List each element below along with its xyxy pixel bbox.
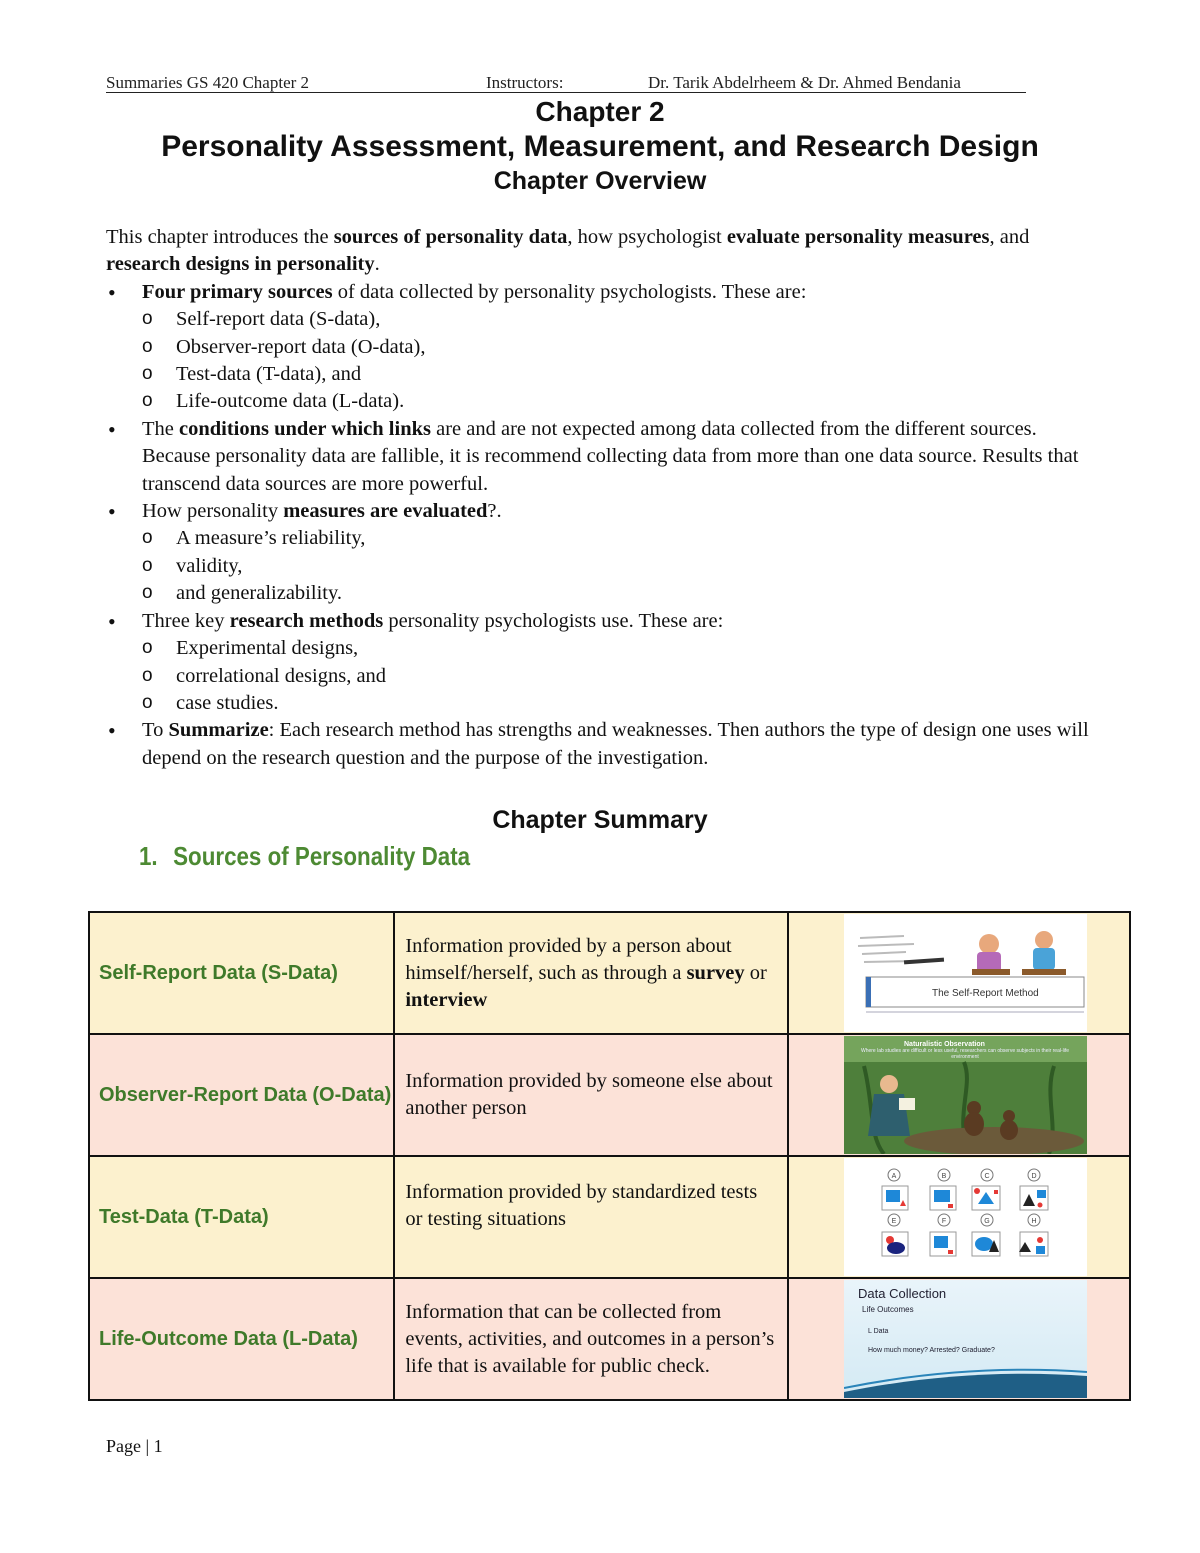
option-label: D: [1031, 1173, 1037, 1180]
bullet-bold: Four primary sources: [142, 280, 333, 303]
sub-item: o Experimental designs,: [106, 635, 1106, 662]
chapter-title: Personality Assessment, Measurement, and Research Design: [161, 130, 1039, 163]
intro-text: , how psychologist: [567, 226, 727, 248]
sub-item: o Life-outcome data (L-data).: [106, 388, 1106, 415]
table-row: [89, 1034, 1130, 1156]
option-label: H: [1031, 1218, 1037, 1225]
header-instructors-names: Dr. Tarik Abdelrheem & Dr. Ahmed Bendania: [648, 73, 961, 92]
bullet-item: [106, 717, 1106, 772]
chapter-number: Chapter 2: [535, 96, 665, 127]
image-l-data: L Data: [867, 1328, 889, 1335]
test-items-image: [844, 1158, 1087, 1276]
source-name: Observer-Report Data (O-Data): [89, 1034, 394, 1156]
intro-bold: research designs in personality: [106, 253, 375, 276]
option-label: F: [941, 1218, 946, 1225]
chapter-overview: [106, 224, 1106, 772]
bullet-text: personality psychologists use. These are:: [383, 609, 724, 632]
life-outcome-image: [844, 1280, 1087, 1398]
source-name: Life-Outcome Data (L-Data): [89, 1278, 394, 1400]
image-subtitle: Life Outcomes: [861, 1305, 914, 1314]
source-description: [394, 912, 787, 1034]
sub-item: o Observer-report data (O-data),: [106, 334, 1106, 361]
bullet-text: Three key: [142, 609, 230, 632]
option-label: G: [983, 1218, 990, 1225]
desc-bold: survey: [686, 961, 745, 984]
source-image-cell: [788, 1278, 1130, 1400]
option-label: B: [941, 1173, 947, 1180]
observation-image: [844, 1036, 1087, 1154]
bullet-item: [106, 279, 1106, 416]
bullet-bold: Summarize: [168, 719, 269, 742]
intro-bold: sources of personality data: [333, 226, 568, 248]
table-row: [89, 912, 1130, 1034]
source-name: Test-Data (T-Data): [89, 1156, 394, 1278]
sub-list: [106, 525, 1106, 607]
bullet-text: To: [142, 719, 169, 742]
header-instructors-label: Instructors:: [486, 73, 564, 92]
source-image-cell: [788, 1156, 1130, 1278]
sub-item: o correlational designs, and: [106, 663, 1106, 690]
bullet-text: How personality: [142, 500, 284, 523]
page-header: [106, 72, 1026, 93]
bullet-bold: measures are evaluated: [283, 500, 488, 523]
bullet-item: [106, 608, 1106, 718]
source-description: Information provided by someone else about another person: [394, 1034, 787, 1156]
section-number: 1.: [139, 841, 158, 871]
sub-item: o case studies.: [106, 690, 1106, 717]
section-title: Sources of Personality Data: [173, 841, 471, 871]
source-name: Self-Report Data (S-Data): [89, 912, 394, 1034]
bullet-bold: research methods: [229, 609, 384, 632]
bullet-bold: conditions under which links: [179, 417, 431, 440]
sub-list: [106, 306, 1106, 416]
sub-item: o Self-report data (S-data),: [106, 306, 1106, 333]
overview-heading: Chapter Overview: [493, 167, 707, 195]
option-label: C: [984, 1173, 990, 1180]
intro-bold: evaluate personality measures: [726, 226, 990, 248]
bullet-item: [106, 498, 1106, 608]
data-sources-table: [88, 911, 1131, 1401]
source-description: Information that can be collected from events, activities, and outcomes in a person’s life that is available for public check.: [394, 1278, 787, 1400]
header-course: Summaries GS 420 Chapter 2: [106, 73, 310, 92]
table-row: [89, 1156, 1130, 1278]
table-row: [89, 1278, 1130, 1400]
sub-list: [106, 635, 1106, 717]
image-title: Data Collection: [857, 1286, 946, 1301]
bullet-item: [106, 416, 1106, 498]
summary-heading: Chapter Summary: [492, 806, 708, 834]
bullet-text: are and are not expected among data collected from the different sources. Because personality data are fallible, it is recommend collecting data from more than one data source. Results that transcend data sources are more powerful.: [142, 417, 1079, 495]
image-caption: The Self-Report Method: [931, 988, 1039, 999]
source-image-cell: [788, 1034, 1130, 1156]
sub-item: o A measure’s reliability,: [106, 525, 1106, 552]
sub-item: o and generalizability.: [106, 580, 1106, 607]
option-label: E: [891, 1218, 897, 1225]
image-question: How much money? Arrested? Graduate?: [867, 1347, 995, 1354]
image-title: Naturalistic Observation: [903, 1041, 985, 1048]
self-report-image: [844, 914, 1087, 1032]
source-image-cell: [788, 912, 1130, 1034]
source-description: Information provided by standardized tests or testing situations: [394, 1156, 787, 1278]
intro-paragraph: [106, 224, 1106, 279]
option-label: A: [891, 1173, 897, 1180]
desc-bold: interview: [405, 988, 488, 1011]
page-footer: Page | 1: [106, 1436, 163, 1456]
image-text: Where lab studies are difficult or less useful, researchers can observe subjects in their real-life environment: [860, 1048, 1069, 1060]
bullet-text: of data collected by personality psychologists. These are:: [332, 280, 807, 303]
bullet-text: The: [142, 417, 179, 440]
section-heading: [139, 841, 470, 872]
overview-bullets: [106, 279, 1106, 772]
bullet-text: : Each research method has strengths and weaknesses. Then authors the type of design one uses will depend on the research question and the purpose of the investigation.: [142, 719, 1089, 769]
desc-text: Information provided by a person about himself/herself, such as through a: [405, 934, 732, 984]
intro-text: This chapter introduces the: [106, 226, 334, 248]
sub-item: o Test-data (T-data), and: [106, 361, 1106, 388]
sub-item: o validity,: [106, 553, 1106, 580]
desc-text: or: [744, 961, 767, 984]
intro-text: , and: [989, 226, 1030, 248]
intro-text: .: [374, 253, 380, 276]
bullet-text: ?.: [487, 500, 502, 523]
